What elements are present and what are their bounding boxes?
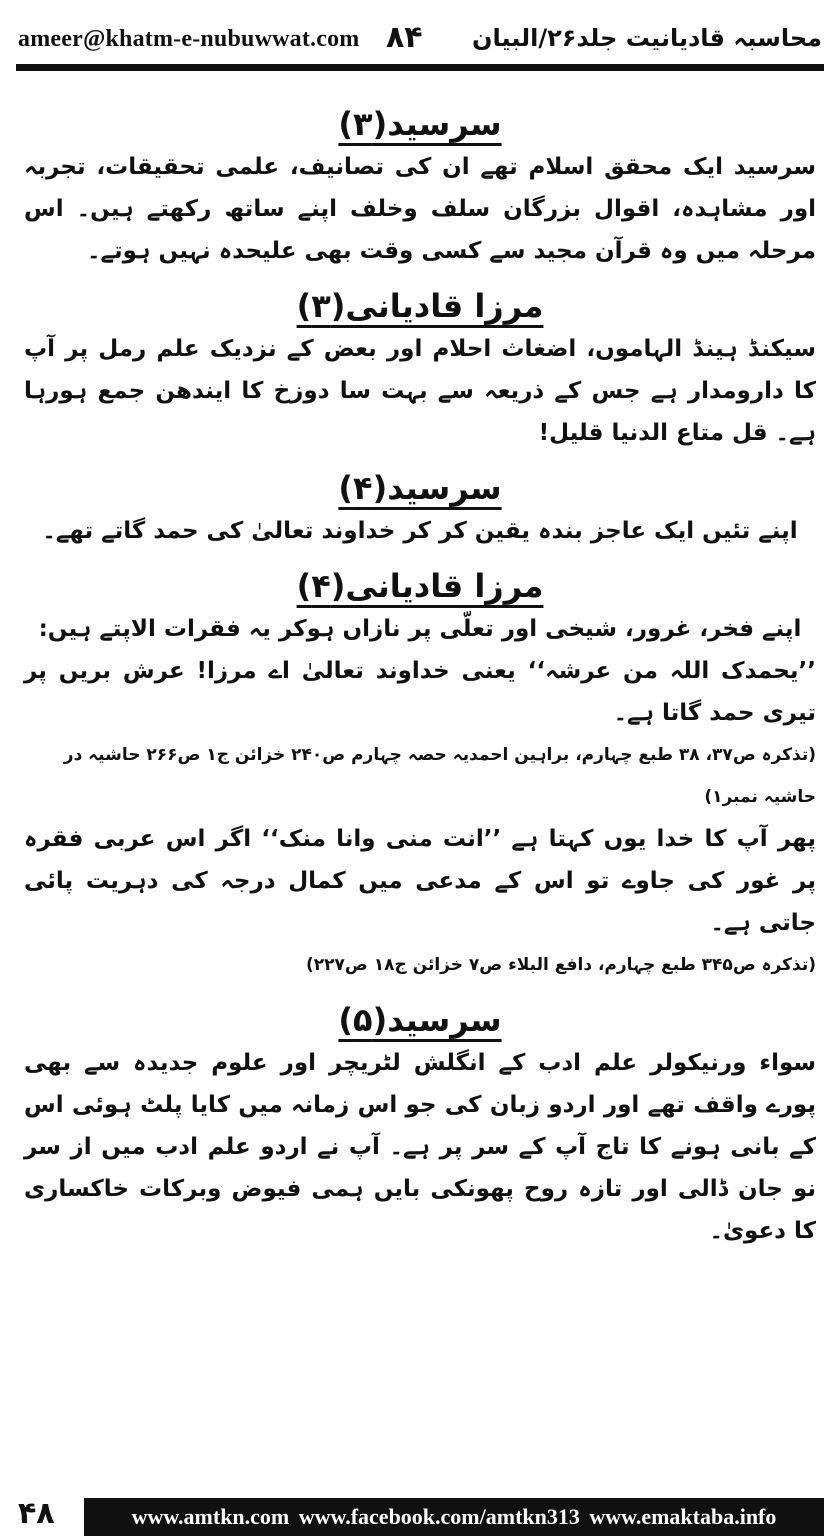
header-email[interactable]: ameer@khatm-e-nubuwwat.com [18,26,360,52]
section-paragraph: سرسید ایک محقق اسلام تھے ان کی تصانیف، علمی تحقیقات، تجربہ اور مشاہدہ، اقوال بزرگان سلف وخلف اپنے ساتھ رکھتے ہیں۔ اس مرحلہ میں وہ قرآن مجید سے کسی وقت بھی علیحدہ نہیں ہوتے۔ [24,154,816,264]
citation: (تذکرہ ص۳۷، ۳۸ طبع چہارم، براہین احمدیہ حصہ چہارم ص۲۴۰ خزائن ج۱ ص۲۶۶ حاشیہ در حاشیہ نمبر۱) [63,745,816,807]
page-body [24,90,816,1252]
section-paragraph: پھر آپ کا خدا یوں کہتا ہے ’’انت منی وانا منک‘‘ اگر اس عربی فقرہ پر غور کی جاوے تو اس کے مدعی میں کمال درجہ کی دہریت پائی جاتی ہے۔ [24,826,816,936]
header-page-number: ۸۴ [386,20,423,55]
section-heading: سرسید(۴) [338,469,502,507]
section-paragraph: اپنے تئیں ایک عاجز بندہ یقین کر کر خداوند تعالیٰ کی حمد گاتے تھے۔ [42,518,798,544]
footer-page-number: ۴۸ [18,1496,55,1531]
section-paragraph: ’’یحمدک اللہ من عرشہ‘‘ یعنی خداوند تعالیٰ اے مرزا! عرش بریں پر تیری حمد گاتا ہے۔ [24,658,816,726]
footer-links-bar [84,1498,824,1536]
footer-link-amtkn[interactable]: www.amtkn.com [131,1504,290,1529]
footer-link-facebook[interactable]: www.facebook.com/amtkn313 [298,1504,580,1529]
footer-link-emaktaba[interactable]: www.emaktaba.info [589,1504,777,1529]
page-header [18,6,822,66]
section-paragraph: سواء ورنیکولر علم ادب کے انگلش لٹریچر اور علوم جدیدہ سے بھی پورے واقف تھے اور اردو زبان کی جو اس زمانہ میں کایا پلٹ ہوئی اس کے بانی ہونے کا تاج آپ کے سر پر ہے۔ آپ نے اردو علم ادب میں از سر نو جان ڈالی اور تازہ روح پھونکی بایں ہمی فیوض وبرکات خاکساری کا دعویٰ۔ [24,1050,816,1244]
header-book-title: محاسبہ قادیانیت جلد۲۶/البیان [472,24,822,52]
section-paragraph: اپنے فخر، غرور، شیخی اور تعلّی پر نازاں ہوکر یہ فقرات الاپتے ہیں: [38,616,802,642]
citation: (تذکرہ ص۳۴۵ طبع چہارم، دافع البلاء ص۷ خزائن ج۱۸ ص۲۲۷) [305,955,816,975]
section-heading: مرزا قادیانی(۳) [296,287,544,325]
header-divider [16,64,824,71]
section-paragraph: سیکنڈ ہینڈ الہاموں، اضغاث احلام اور بعض کے نزدیک علم رمل پر آپ کا دارومدار ہے جس کے ذریعہ سے بہت سا دوزخ کا ایندھن جمع ہورہا ہے۔ قل متاع الدنیا قلیل! [24,336,816,446]
section-heading: سرسید(۵) [338,1001,502,1039]
section-heading: سرسید(۳) [338,105,502,143]
section-heading: مرزا قادیانی(۴) [296,567,544,605]
